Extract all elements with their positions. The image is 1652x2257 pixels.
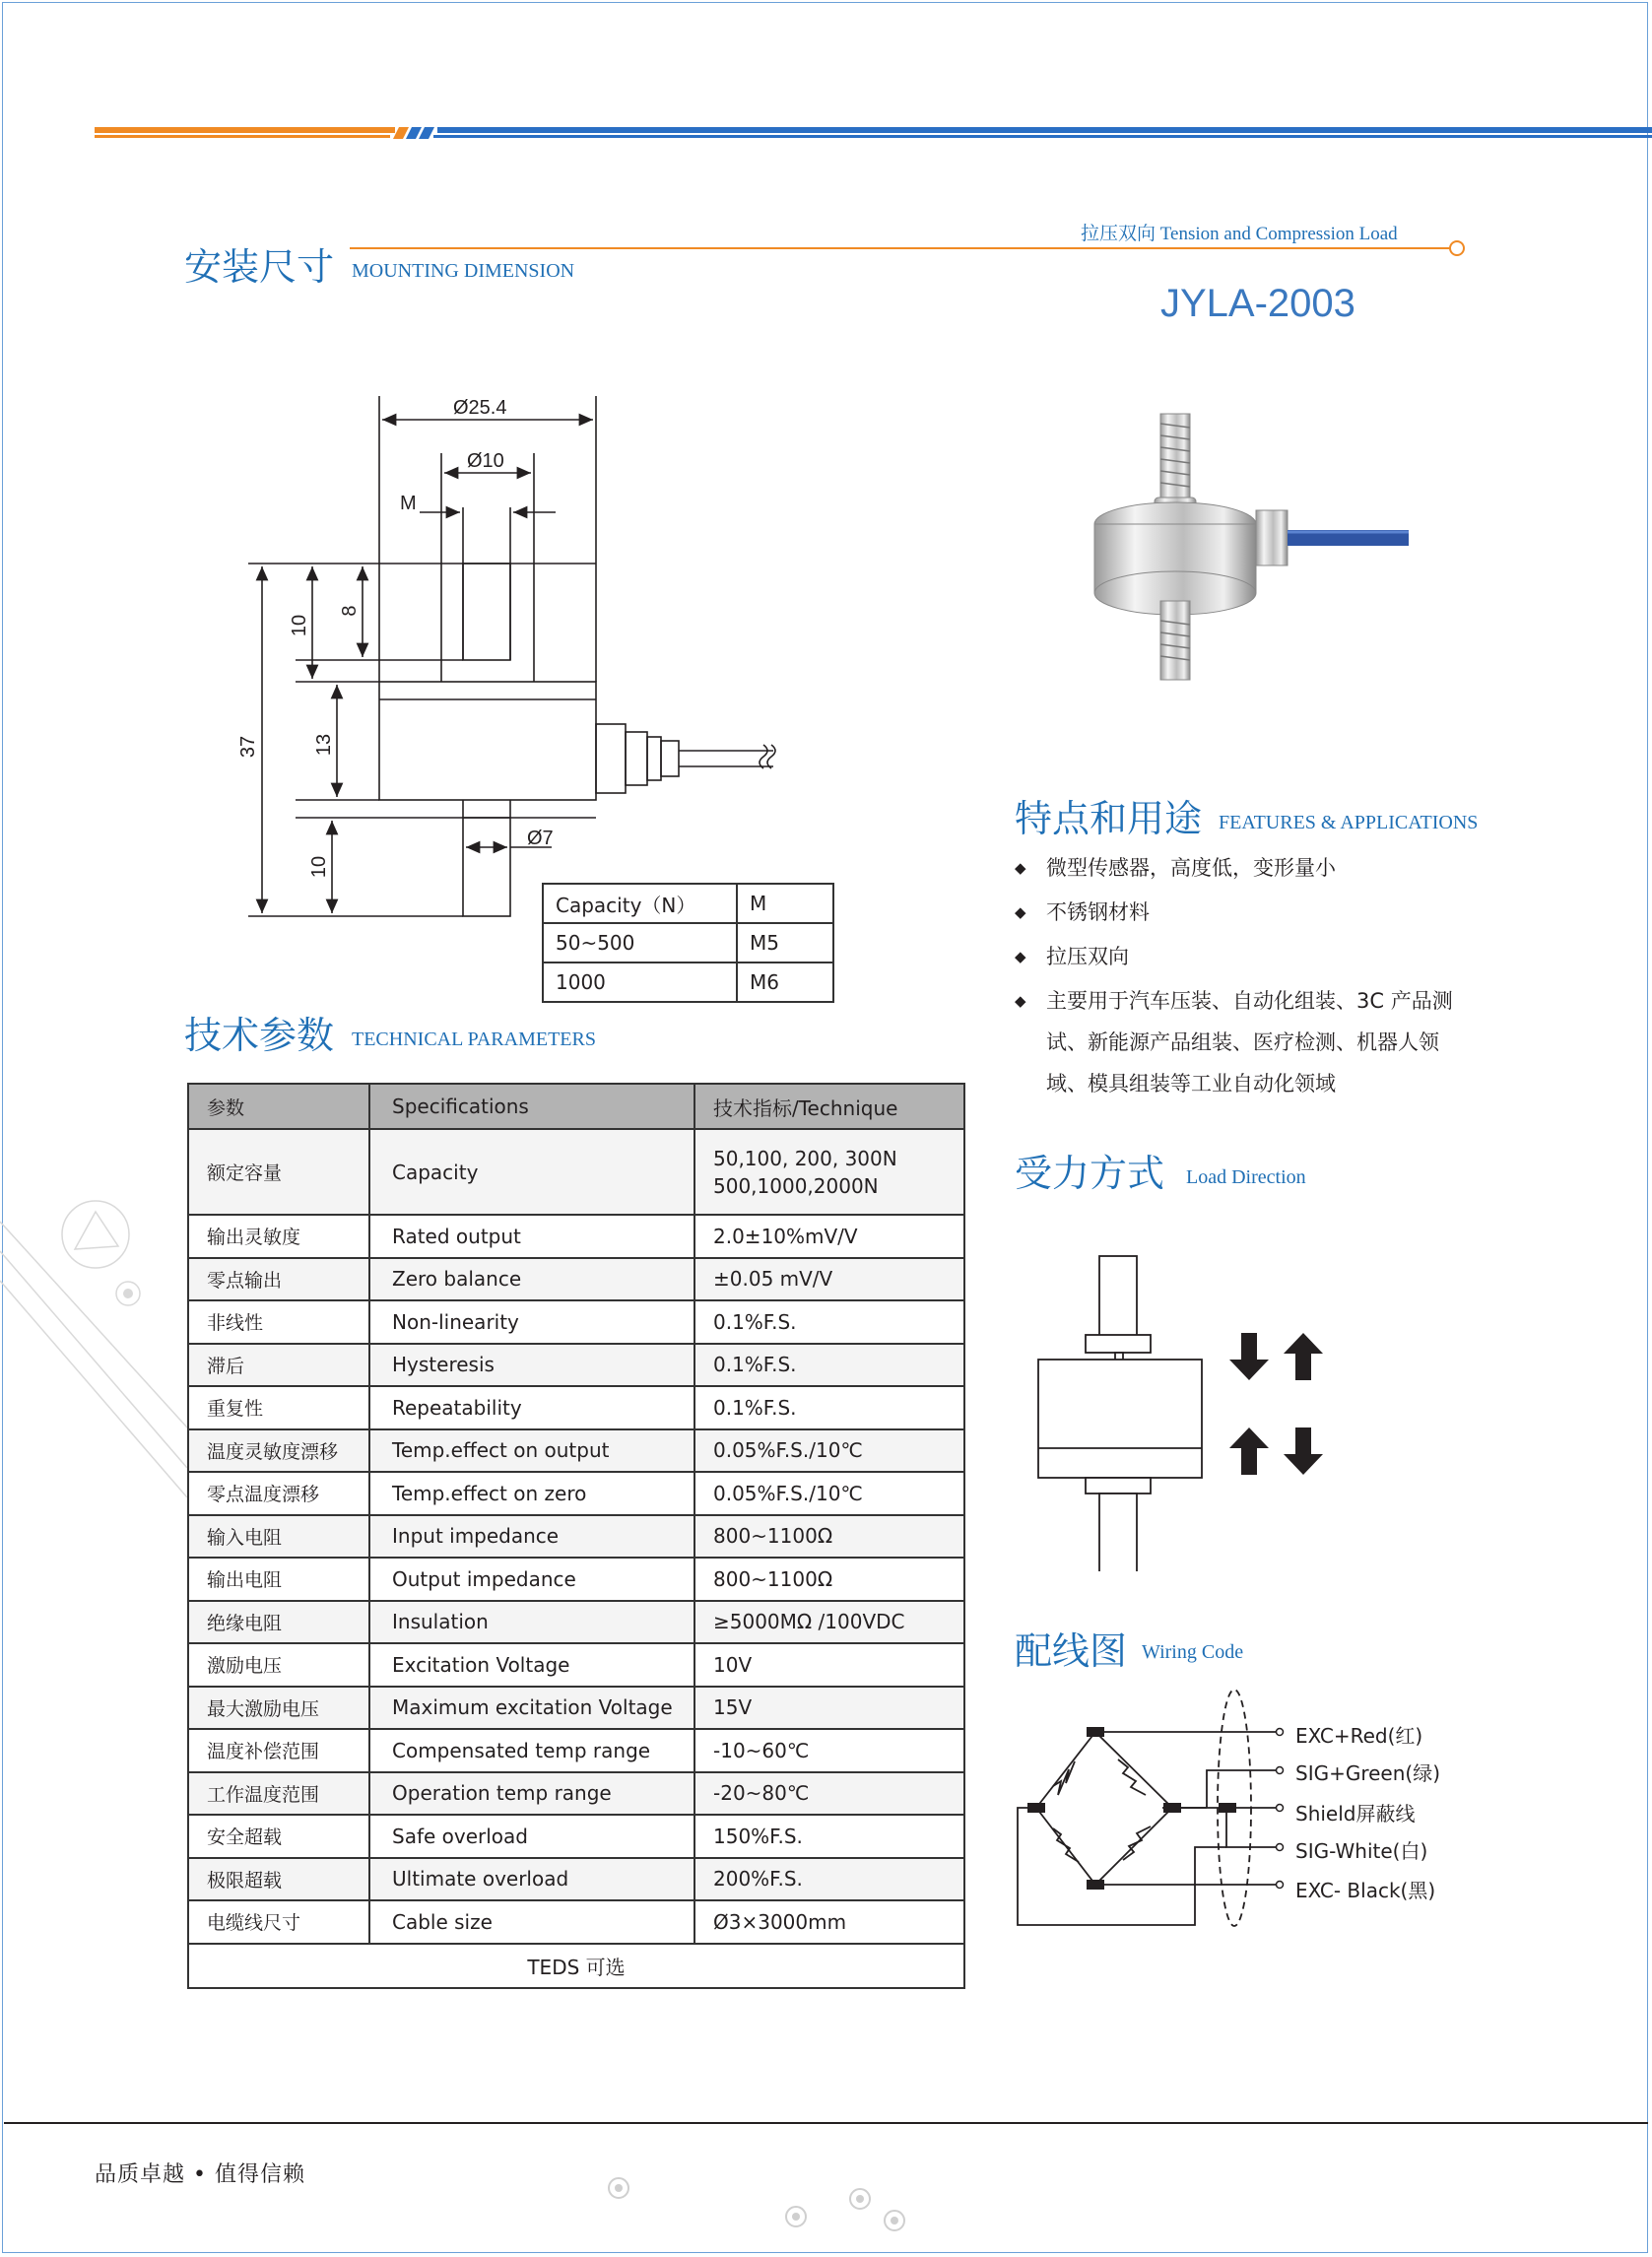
thread-table: [542, 883, 834, 1003]
diamond-bullet-icon: ◆: [1015, 992, 1026, 1010]
subtitle-cn: 拉压双向: [1081, 224, 1156, 244]
table-cell: 电缆线尺寸: [188, 1900, 369, 1944]
table-row: [188, 1558, 964, 1601]
dim-top-height: 10: [289, 614, 310, 637]
table-row: [188, 1858, 964, 1901]
table-row: [543, 923, 833, 963]
table-cell: Hysteresis: [369, 1344, 694, 1387]
capacity-value-line: 50,100, 200, 300N: [713, 1146, 897, 1170]
table-cell: 工作温度范围: [188, 1772, 369, 1816]
table-row: [188, 1601, 964, 1644]
wiring-diagram: [1010, 1685, 1295, 1941]
list-item: 试、新能源产品组装、医疗检测、机器人领: [1046, 1030, 1439, 1054]
table-cell: 温度补偿范围: [188, 1729, 369, 1772]
technical-title-en: TECHNICAL PARAMETERS: [352, 1029, 596, 1050]
table-cell: -10~60℃: [694, 1729, 964, 1772]
table-cell: 安全超载: [188, 1815, 369, 1858]
table-cell: Cable size: [369, 1900, 694, 1944]
wire-label-sig-minus: SIG-White(白): [1295, 1839, 1428, 1863]
table-header-cell: 参数: [188, 1084, 369, 1129]
product-photo: [1084, 404, 1478, 690]
features-list: [1015, 847, 1453, 1104]
dim-body-height: 13: [313, 733, 335, 757]
capacity-value-line: 500,1000,2000N: [713, 1173, 879, 1198]
table-row: [188, 1300, 964, 1344]
table-cell: 输出灵敏度: [188, 1215, 369, 1258]
load-direction-title-cn: 受力方式: [1015, 1152, 1165, 1195]
table-cell: 0.1%F.S.: [694, 1344, 964, 1387]
model-number: JYLA-2003: [1160, 282, 1355, 325]
table-row: [188, 1687, 964, 1730]
table-cell: Compensated temp range: [369, 1729, 694, 1772]
table-cell: Non-linearity: [369, 1300, 694, 1344]
wiring-title-cn: 配线图: [1015, 1629, 1128, 1673]
technical-title-cn: 技术参数: [184, 1014, 335, 1057]
table-cell: M5: [737, 923, 833, 963]
dim-bottom-diameter: Ø7: [527, 828, 554, 849]
table-row: [188, 1643, 964, 1687]
technical-parameters-table: [187, 1083, 965, 1989]
table-row: [188, 1129, 964, 1215]
arrow-up-icon: [1229, 1427, 1269, 1475]
features-title-en: FEATURES & APPLICATIONS: [1219, 812, 1479, 833]
table-cell: 非线性: [188, 1300, 369, 1344]
table-row: [188, 1429, 964, 1473]
table-row: [188, 1515, 964, 1559]
table-row: [188, 1258, 964, 1301]
table-cell: M: [737, 884, 833, 923]
diamond-bullet-icon: ◆: [1015, 903, 1026, 921]
dim-thread-depth: 8: [339, 605, 361, 617]
table-cell: Input impedance: [369, 1515, 694, 1559]
table-cell: Zero balance: [369, 1258, 694, 1301]
table-cell: 200%F.S.: [694, 1858, 964, 1901]
table-cell: 最大激励电压: [188, 1687, 369, 1730]
table-row: [188, 1729, 964, 1772]
table-cell: Operation temp range: [369, 1772, 694, 1816]
table-cell: 800~1100Ω: [694, 1558, 964, 1601]
table-cell: Capacity: [369, 1129, 694, 1215]
table-row: [543, 963, 833, 1002]
table-cell: [694, 1129, 964, 1215]
table-cell: Rated output: [369, 1215, 694, 1258]
list-item: ◆ 不锈钢材料: [1015, 892, 1453, 933]
table-cell: 800~1100Ω: [694, 1515, 964, 1559]
table-cell: Maximum excitation Voltage: [369, 1687, 694, 1730]
table-cell: 0.1%F.S.: [694, 1300, 964, 1344]
table-cell: 滞后: [188, 1344, 369, 1387]
dim-bottom-height: 10: [308, 855, 330, 879]
table-cell: Output impedance: [369, 1558, 694, 1601]
table-cell: Safe overload: [369, 1815, 694, 1858]
table-cell: M6: [737, 963, 833, 1002]
arrow-down-icon: [1229, 1333, 1269, 1380]
table-cell: 输入电阻: [188, 1515, 369, 1559]
table-row: [188, 1472, 964, 1515]
teds-note: TEDS 可选: [188, 1944, 964, 1988]
diamond-bullet-icon: ◆: [1015, 859, 1026, 877]
load-direction-title-en: Load Direction: [1186, 1166, 1306, 1188]
load-direction-diagram: [1024, 1246, 1340, 1571]
table-cell: Excitation Voltage: [369, 1643, 694, 1687]
table-row: [543, 884, 833, 923]
table-row: [188, 1772, 964, 1816]
table-cell: 零点温度漂移: [188, 1472, 369, 1515]
table-cell: 额定容量: [188, 1129, 369, 1215]
header-subtitle: [1081, 219, 1398, 245]
wire-label-exc-plus: EXC+Red(红): [1295, 1724, 1423, 1748]
table-cell: 10V: [694, 1643, 964, 1687]
dim-inner-diameter: Ø10: [467, 450, 504, 472]
list-item: 域、模具组装等工业自动化领域: [1046, 1072, 1336, 1095]
table-cell: Capacity（N）: [543, 884, 737, 923]
footer-slogan: 品质卓越 • 值得信赖: [95, 2162, 305, 2187]
list-item: ◆ 微型传感器，高度低，变形量小: [1015, 847, 1453, 889]
diamond-bullet-icon: ◆: [1015, 948, 1026, 965]
table-footer-row: [188, 1944, 964, 1988]
table-cell: ±0.05 mV/V: [694, 1258, 964, 1301]
dim-outer-diameter: Ø25.4: [453, 397, 507, 419]
table-cell: 极限超载: [188, 1858, 369, 1901]
table-row: [188, 1215, 964, 1258]
table-cell: Ø3×3000mm: [694, 1900, 964, 1944]
table-cell: ≥5000MΩ /100VDC: [694, 1601, 964, 1644]
table-row: [188, 1344, 964, 1387]
table-cell: Repeatability: [369, 1386, 694, 1429]
table-cell: 温度灵敏度漂移: [188, 1429, 369, 1473]
features-title-cn: 特点和用途: [1015, 797, 1203, 840]
table-cell: 重复性: [188, 1386, 369, 1429]
table-cell: Insulation: [369, 1601, 694, 1644]
dim-total-height: 37: [237, 735, 259, 759]
table-cell: 0.05%F.S./10℃: [694, 1472, 964, 1515]
table-cell: 15V: [694, 1687, 964, 1730]
table-cell: 激励电压: [188, 1643, 369, 1687]
table-cell: 输出电阻: [188, 1558, 369, 1601]
mounting-title-cn: 安装尺寸: [184, 245, 335, 289]
wire-label-exc-minus: EXC- Black(黑): [1295, 1879, 1436, 1902]
table-cell: 绝缘电阻: [188, 1601, 369, 1644]
mounting-drawing: [227, 384, 818, 936]
table-cell: -20~80℃: [694, 1772, 964, 1816]
table-cell: Temp.effect on output: [369, 1429, 694, 1473]
arrow-down-icon: [1284, 1427, 1323, 1475]
arrow-up-icon: [1284, 1333, 1323, 1380]
subtitle-en: Tension and Compression Load: [1159, 224, 1398, 244]
table-header-cell: 技术指标/Technique: [694, 1084, 964, 1129]
wire-label-shield: Shield屏蔽线: [1295, 1802, 1416, 1826]
table-row: [188, 1900, 964, 1944]
header-stripe: [0, 118, 1652, 148]
table-row: [188, 1815, 964, 1858]
mounting-title-en: MOUNTING DIMENSION: [352, 260, 575, 282]
table-cell: 2.0±10%mV/V: [694, 1215, 964, 1258]
table-cell: 50~500: [543, 923, 737, 963]
table-header-row: [188, 1084, 964, 1129]
table-cell: 0.1%F.S.: [694, 1386, 964, 1429]
list-item: ◆ 拉压双向: [1015, 936, 1453, 977]
table-cell: 150%F.S.: [694, 1815, 964, 1858]
list-item: ◆ 主要用于汽车压装、自动化组装、3C 产品测: [1015, 980, 1453, 1022]
table-cell: 零点输出: [188, 1258, 369, 1301]
table-cell: Ultimate overload: [369, 1858, 694, 1901]
dim-thread-m: M: [400, 493, 417, 514]
table-cell: 0.05%F.S./10℃: [694, 1429, 964, 1473]
table-row: [188, 1386, 964, 1429]
table-cell: Temp.effect on zero: [369, 1472, 694, 1515]
wire-label-sig-plus: SIG+Green(绿): [1295, 1761, 1441, 1785]
wiring-title-en: Wiring Code: [1142, 1641, 1244, 1663]
table-cell: 1000: [543, 963, 737, 1002]
table-header-cell: Specifications: [369, 1084, 694, 1129]
